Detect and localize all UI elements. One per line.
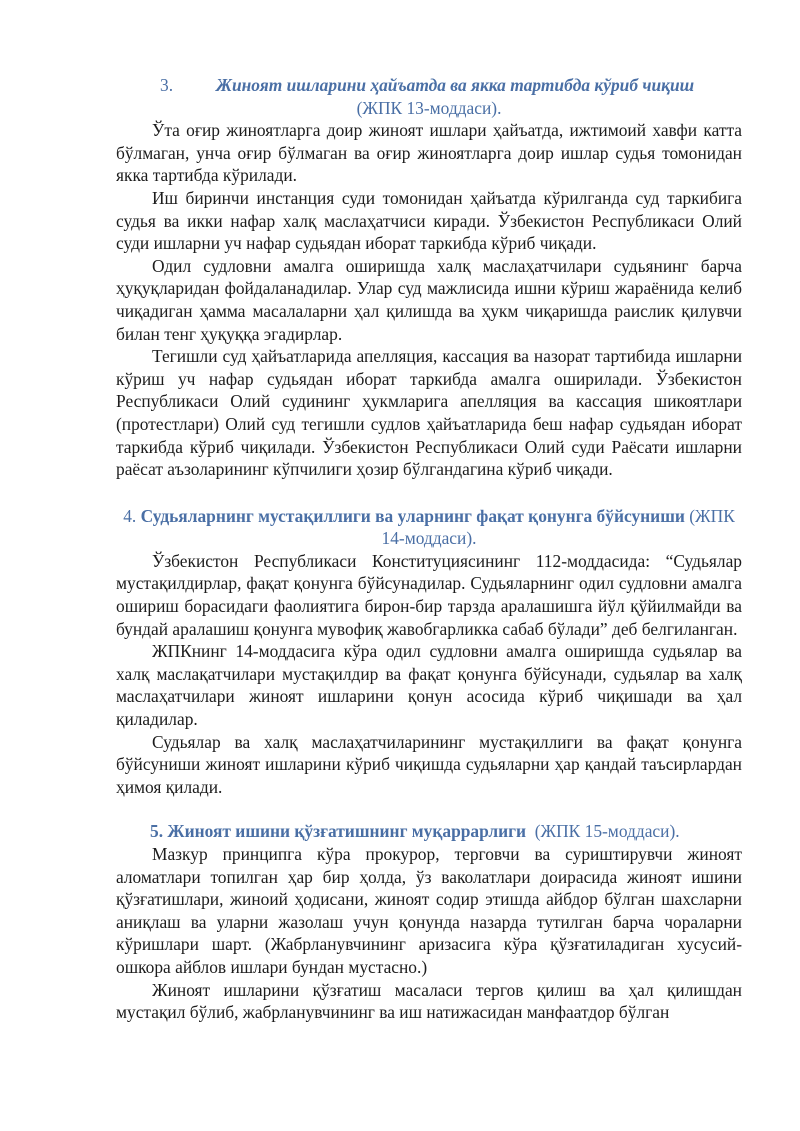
section-4-ref: (ЖПК 14-моддаси). [381,505,735,549]
section-4-number: 4. [123,505,137,526]
section-4-paragraph: ЖПКнинг 14-моддасига кўра одил судловни амалга оширишда судьялар ва халқ маслақатчилари мустақилдир ва фақат қонунга бўйсунади, судьялар ва халқ маслаҳатчилари жиноят ишларини қонун асосида кўриб чиқишади ва ҳал қиладилар. [116,641,742,730]
section-4-paragraph: Ўзбекистон Республикаси Конституциясининг 112-моддасида: “Судьялар мустақилдирлар, фақат қонунга бўйсунадилар. Судьяларнинг одил судловни амалга ошириш борасидаги фаолиятига бирон-бир тарзда аралашишга йўл қўйилмайди ва бундай аралашиш қонунга мувофиқ жавобгарликка сабаб бўлади” деб белгиланган. [116,550,742,639]
document-page [116,74,742,1024]
section-5-paragraph: Мазкур принципга кўра прокурор, терговчи ва суриштирувчи жиноят аломатлари топилган ҳар бир ҳолда, ўз ваколатлари доирасида жиноят ишини қўзғатишлари, жиноий ҳодисани, жиноят содир этишда айбдор бўлган шахсларни аниқлаш ва уларни жазолаш учун қонунда назарда тутилган барча чораларни кўришлари шарт. (Жабрланувчининг аризасига кўра қўзғатиладиган хусусий-ошкора айблов ишлари бундан мустасно.) [116,844,742,977]
section-4-heading [116,505,742,550]
section-3-ref: (ЖПК 13-моддаси). [356,97,502,118]
section-5-ref: (ЖПК 15-моддаси). [534,821,680,842]
section-3-number: 3. [160,75,174,95]
section-3-paragraph: Иш биринчи инстанция суди томонидан ҳайъатда кўрилганда суд таркибига судья ва икки нафар халқ маслаҳатчиси киради. Ўзбекистон Республикаси Олий суди ишларни уч нафар судьядан иборат таркибда кўриб чиқади. [116,187,742,254]
section-4-paragraph: Судьялар ва халқ маслаҳатчиларининг мустақиллиги ва фақат қонунга бўйсуниши жиноят ишларини кўриб чиқишда судьяларни ҳар қандай таъсирлардан ҳимоя қилади. [116,731,742,797]
section-5-title: Жиноят ишини қўзғатишнинг муқаррарлиги [167,821,527,842]
section-3-heading [116,74,742,119]
section-4-title: Судьяларнинг мустақиллиги ва уларнинг фақат қонунга бўйсуниши [140,505,685,526]
section-3-paragraph: Тегишли суд ҳайъатларида апелляция, кассация ва назорат тартибида ишларни кўриш уч нафар судьядан иборат таркибда амалга оширилади. Ўзбекистон Республикаси Олий судининг ҳукмларига апелляция ва кассация шикоятлари (протестлари) Олий суд тегишли судлов ҳайъатларида беш нафар судьядан иборат таркибда кўриб чиқилади. Ўзбекистон Республикаси Олий суди Раёсати ишларни раёсат аъзоларининг кўпчилиги ҳозир бўлгандагина кўриб чиқади. [116,346,742,480]
section-5-paragraph: Жиноят ишларини қўзғатиш масаласи тергов қилиш ва ҳал қилишдан мустақил бўлиб, жабрланувчининг ва иш натижасидан манфаатдор бўлган [116,979,742,1023]
section-3-paragraph: Ўта оғир жиноятларга доир жиноят ишлари ҳайъатда, ижтимоий хавфи катта бўлмаган, унча оғир бўлмаган ва оғир жиноятларга доир ишлар судья томонидан якка тартибда кўрилади. [116,120,742,186]
section-3-title: Жиноят ишларини ҳайъатда ва якка тартибда кўриб чиқиш [216,75,695,95]
section-5-number: 5. [150,821,164,842]
section-3-paragraph: Одил судловни амалга оширишда халқ маслаҳатчилари судьянинг барча ҳуқуқларидан фойдаланадилар. Улар суд мажлисида ишни кўриш жараёнида келиб чиқадиган ҳамма масалаларни ҳал қилишда ва ҳукм чиқаришда раислик қилувчи билан тенг ҳуқуққа эгадирлар. [116,255,742,344]
section-5-heading [116,820,742,843]
